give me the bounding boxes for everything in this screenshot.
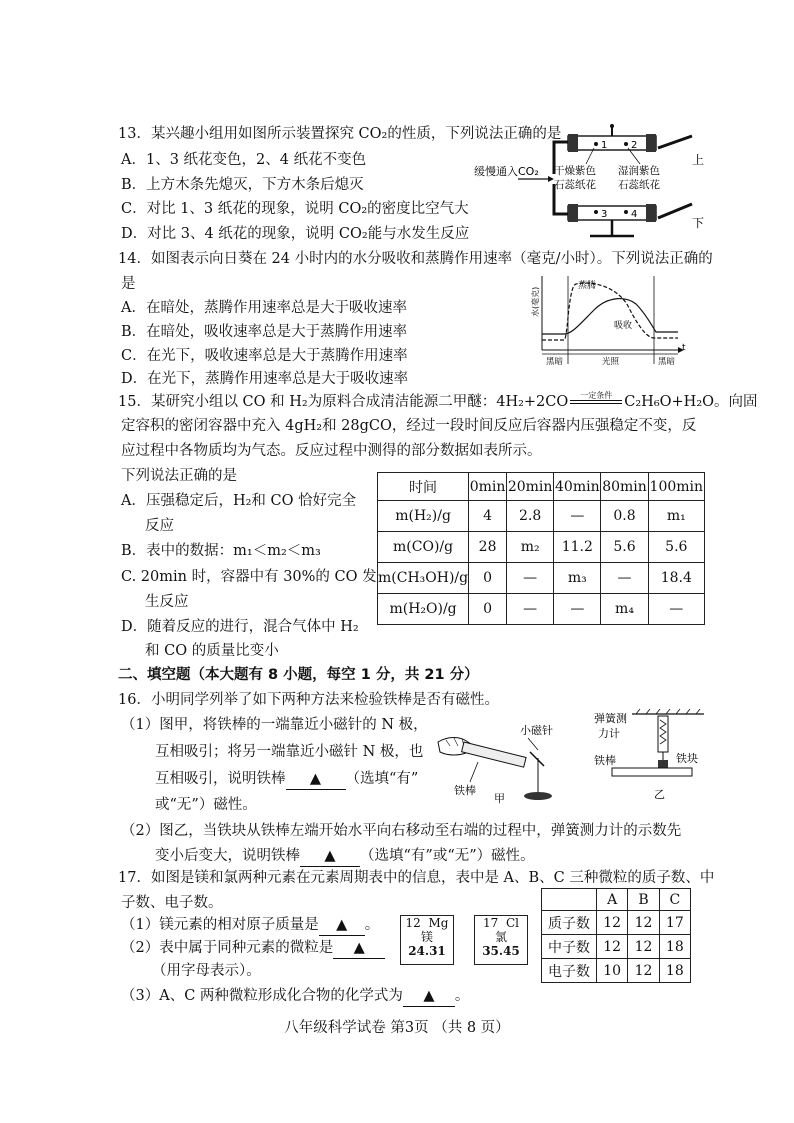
q13-stem: 13．某兴趣小组用如图所示装置探究 CO₂的性质，下列说法正确的是 (118, 126, 562, 142)
table-row: m(H₂)/g 4 2.8 — 0.8 m₁ (378, 501, 705, 532)
table-row: 电子数 10 12 18 (542, 959, 691, 983)
inlet-label: 缓慢通入CO₂ (474, 165, 539, 178)
q15-option-d-cont: 和 CO 的质量比变小 (145, 643, 279, 659)
page-footer: 八年级科学试卷 第3页 （共 8 页） (284, 1020, 510, 1036)
element-card-mg: 12 Mg 镁 24.31 (400, 915, 454, 965)
q14-option-c: C．在光下，吸收速率总是大于蒸腾作用速率 (121, 348, 408, 364)
answer-blank: ▲ (300, 846, 360, 867)
q16-part2-line1: （2）图乙，当铁块从铁棒左端开始水平向右移动至右端的过程中，弹簧测力计的示数先 (121, 823, 682, 839)
q16-stem: 16．小明同学列举了如下两种方法来检验铁棒是否有磁性。 (118, 692, 499, 708)
answer-blank: ▲ (319, 915, 365, 936)
q17-part3: （3）A、C 两种微粒形成化合物的化学式为 ▲ 。 (121, 986, 469, 1007)
q17-stem-1: 17．如图是镁和氯两种元素在元素周期表中的信息，表中是 A、B、C 三种微粒的质子数、中 (118, 870, 715, 886)
q15-option-d: D．随着反应的进行，混合气体中 H₂ (121, 619, 359, 635)
q16-part2-line2: 变小后变大，说明铁棒 ▲ （选填“有”或“无”）磁性。 (155, 846, 535, 867)
svg-text:干燥紫色: 干燥紫色 (554, 165, 596, 177)
svg-text:甲: 甲 (494, 792, 505, 805)
chart-ylabel: 水(毫克) (531, 286, 540, 317)
svg-text:石蕊纸花: 石蕊纸花 (554, 179, 596, 191)
q15-stem-4: 下列说法正确的是 (121, 468, 237, 484)
svg-text:湿润紫色: 湿润紫色 (618, 165, 660, 177)
q16-part1-line4: 或“无”）磁性。 (155, 797, 257, 813)
q16-part1-line1: （1）图甲，将铁棒的一端靠近小磁针的 N 极， (121, 717, 428, 733)
svg-text:乙: 乙 (654, 788, 665, 801)
answer-blank: ▲ (333, 938, 385, 959)
table-row: m(H₂O)/g 0 — — m₄ — (378, 594, 705, 625)
q17-stem-2: 子数、电子数。 (121, 895, 223, 911)
q15-option-b: B．表中的数据：m₁＜m₂＜m₃ (121, 543, 321, 559)
q15-stem-2: 定容积的密闭容器中充入 4gH₂和 28gCO，经过一段时间反应后容器内压强稳定不变，反 (121, 418, 697, 434)
absorption-line (542, 299, 678, 334)
svg-text:3: 3 (601, 209, 608, 220)
q15-option-c-cont: 生反应 (145, 594, 189, 610)
answer-blank: ▲ (403, 986, 455, 1007)
svg-text:力计: 力计 (598, 727, 620, 740)
table-row: 中子数 12 12 18 (542, 935, 691, 959)
answer-blank: ▲ (286, 769, 346, 790)
water-rate-chart (532, 272, 692, 370)
q14-option-b: B．在暗处，吸收速率总是大于蒸腾作用速率 (121, 324, 408, 340)
q15-data-table: 时间 0min 20min 40min 80min 100min m(H₂)/g 4 2.8 — 0.8 m₁ m(CO)/g 28 m₂ 11.2 5.6 5.6 m(CH₃OH)/g 0 — m₃ — 18.4 m(H₂O)/g 0 — — m₄ — (377, 472, 705, 625)
svg-text:石蕊纸花: 石蕊纸花 (618, 179, 660, 191)
svg-text:蒸腾: 蒸腾 (578, 281, 597, 291)
q17-part2-cont: （用字母表示）。 (152, 963, 261, 979)
svg-text:弹簧测: 弹簧测 (594, 712, 627, 725)
q17-part1: （1）镁元素的相对原子质量是 ▲ 。 (121, 915, 379, 936)
svg-text:吸收: 吸收 (614, 321, 633, 331)
svg-text:4: 4 (631, 209, 638, 220)
table-row: m(CO)/g 28 m₂ 11.2 5.6 5.6 (378, 532, 705, 563)
q14-option-d: D．在光下，蒸腾作用速率总是大于吸收速率 (121, 371, 409, 387)
svg-text:铁棒: 铁棒 (594, 754, 616, 767)
svg-text:t: t (682, 343, 686, 353)
q13-option-a: A．1、3 纸花变色，2、4 纸花不变色 (121, 152, 367, 168)
q14-option-a: A．在暗处，蒸腾作用速率总是大于吸收速率 (121, 300, 407, 316)
q13-option-d: D．对比 3、4 纸花的现象，说明 CO₂能与水发生反应 (121, 226, 470, 242)
q16-part1-line3: 互相吸引，说明铁棒 ▲ （选填“有” (155, 769, 418, 790)
svg-text:黑暗: 黑暗 (658, 357, 676, 367)
q16-part1-line2: 互相吸引；将另一端靠近小磁针 N 极，也 (155, 744, 424, 760)
q15-option-a-cont: 反应 (145, 518, 174, 534)
svg-text:上: 上 (692, 153, 705, 167)
figure-yi (592, 706, 712, 802)
q15-stem-1: 15．某研究小组以 CO 和 H₂为原料合成清洁能源二甲醚：4H₂+2CO 一定条件 C₂H₆O+H₂O。向固 (118, 391, 758, 410)
svg-text:2: 2 (631, 140, 638, 151)
svg-text:小磁针: 小磁针 (520, 724, 553, 737)
q15-stem-3: 应过程中各物质均为气态。反应过程中测得的部分数据如表所示。 (121, 443, 542, 459)
svg-text:下: 下 (692, 216, 705, 230)
svg-text:铁棒: 铁棒 (454, 784, 476, 797)
svg-text:黑暗: 黑暗 (546, 357, 564, 367)
q15-option-c: C. 20min 时，容器中有 30%的 CO 发 (121, 569, 377, 585)
svg-text:光照: 光照 (602, 357, 620, 367)
section-heading: 二、填空题（本大题有 8 小题，每空 1 分，共 21 分） (118, 667, 479, 683)
co2-apparatus-figure (470, 124, 710, 242)
table-row: m(CH₃OH)/g 0 — m₃ — 18.4 (378, 563, 705, 594)
svg-text:1: 1 (601, 140, 608, 151)
element-card-cl: 17 Cl 氯 35.45 (474, 915, 528, 965)
q15-option-a: A．压强稳定后，H₂和 CO 恰好完全 (121, 493, 357, 509)
svg-text:铁块: 铁块 (676, 752, 698, 765)
q17-part2: （2）表中属于同种元素的微粒是 ▲ (121, 938, 385, 959)
q13-option-b: B．上方木条先熄灭，下方木条后熄灭 (121, 177, 364, 193)
q13-option-c: C．对比 1、3 纸花的现象，说明 CO₂的密度比空气大 (121, 201, 469, 217)
q14-stem-2: 是 (121, 276, 136, 292)
figure-jia (434, 722, 574, 806)
q17-particle-table: A B C 质子数 12 12 17 中子数 12 12 18 电子数 10 12 18 (541, 888, 691, 983)
q14-stem-1: 14．如图表示向日葵在 24 小时内的水分吸收和蒸腾作用速率（毫克/小时）。下列说法正确的 (118, 251, 713, 267)
table-row: 质子数 12 12 17 (542, 911, 691, 935)
